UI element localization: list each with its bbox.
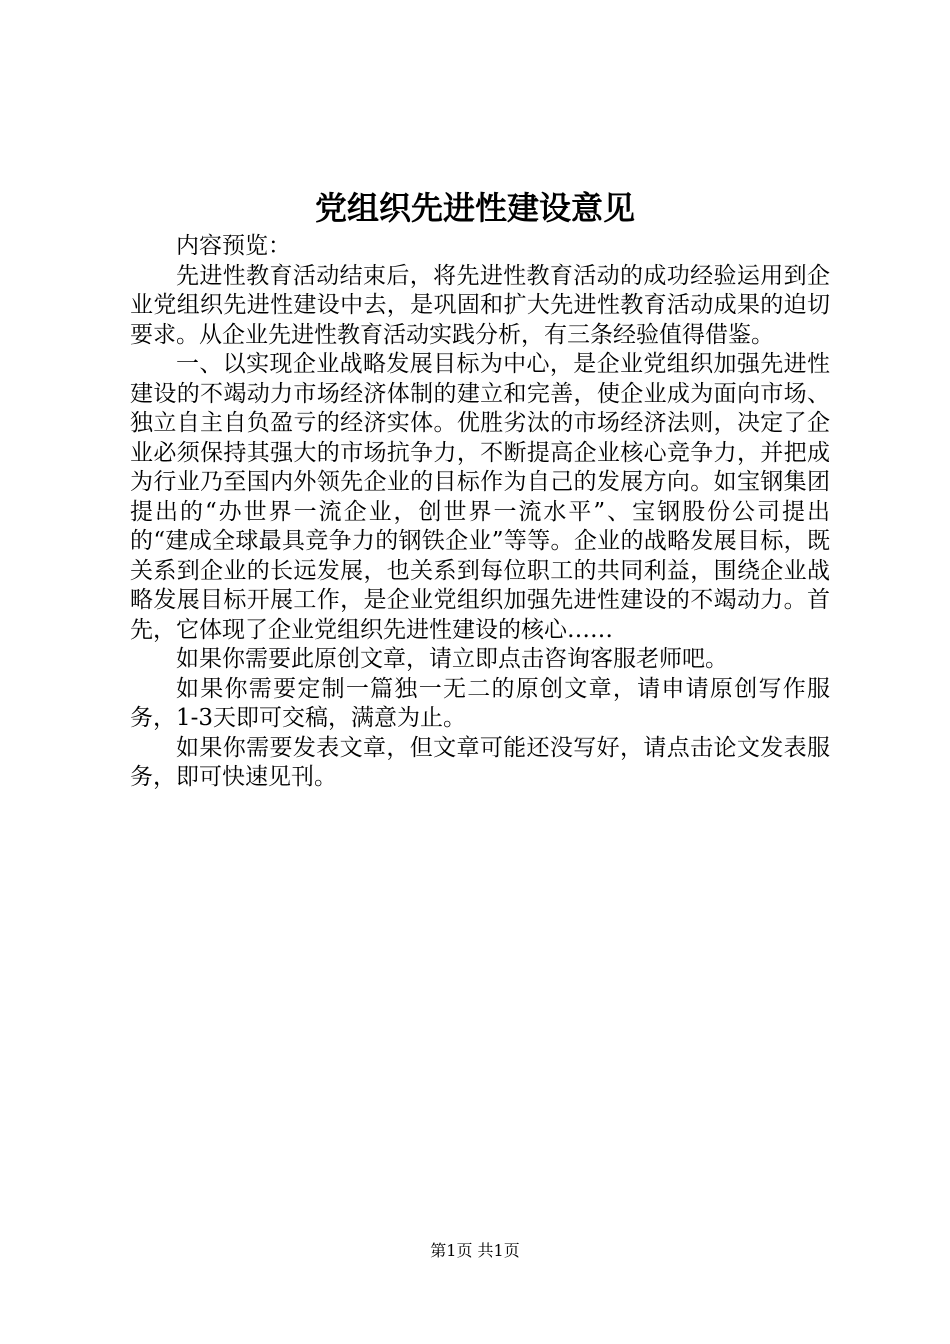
paragraph-contact-service: 如果你需要此原创文章，请立即点击咨询客服老师吧。 xyxy=(176,646,728,672)
page-number-footer: 第1页 共1页 xyxy=(430,1241,520,1260)
document-title: 党组织先进性建设意见 xyxy=(314,189,635,227)
paragraph-custom-writing: 如果你需要定制一篇独一无二的原创文章，请申请原创写作服务，1-3天即可交稿，满意为止。 xyxy=(130,675,830,731)
paragraph-section-one: 一、以实现企业战略发展目标为中心，是企业党组织加强先进性建设的不竭动力市场经济体制的建立和完善，使企业成为面向市场、独立自主自负盈亏的经济实体。优胜劣汰的市场经济法则，决定了企业必须保持其强大的市场抗争力，不断提高企业核心竞争力，并把成为行业乃至国内外领先企业的目标作为自己的发展方向。如宝钢集团提出的“办世界一流企业，创世界一流水平”、宝钢股份公司提出的“建成全球最具竞争力的钢铁企业”等等。企业的战略发展目标，既关系到企业的长远发展，也关系到每位职工的共同利益，围绕企业战略发展目标开展工作，是企业党组织加强先进性建设的不竭动力。首先，它体现了企业党组织先进性建设的核心…… xyxy=(130,351,830,643)
paragraph-publishing-service: 如果你需要发表文章，但文章可能还没写好，请点击论文发表服务，即可快速见刊。 xyxy=(130,734,830,790)
document-body xyxy=(130,232,830,793)
paragraph-intro: 先进性教育活动结束后，将先进性教育活动的成功经验运用到企业党组织先进性建设中去，是巩固和扩大先进性教育活动成果的迫切要求。从企业先进性教育活动实践分析，有三条经验值得借鉴。 xyxy=(130,262,830,348)
preview-label: 内容预览： xyxy=(176,233,291,259)
